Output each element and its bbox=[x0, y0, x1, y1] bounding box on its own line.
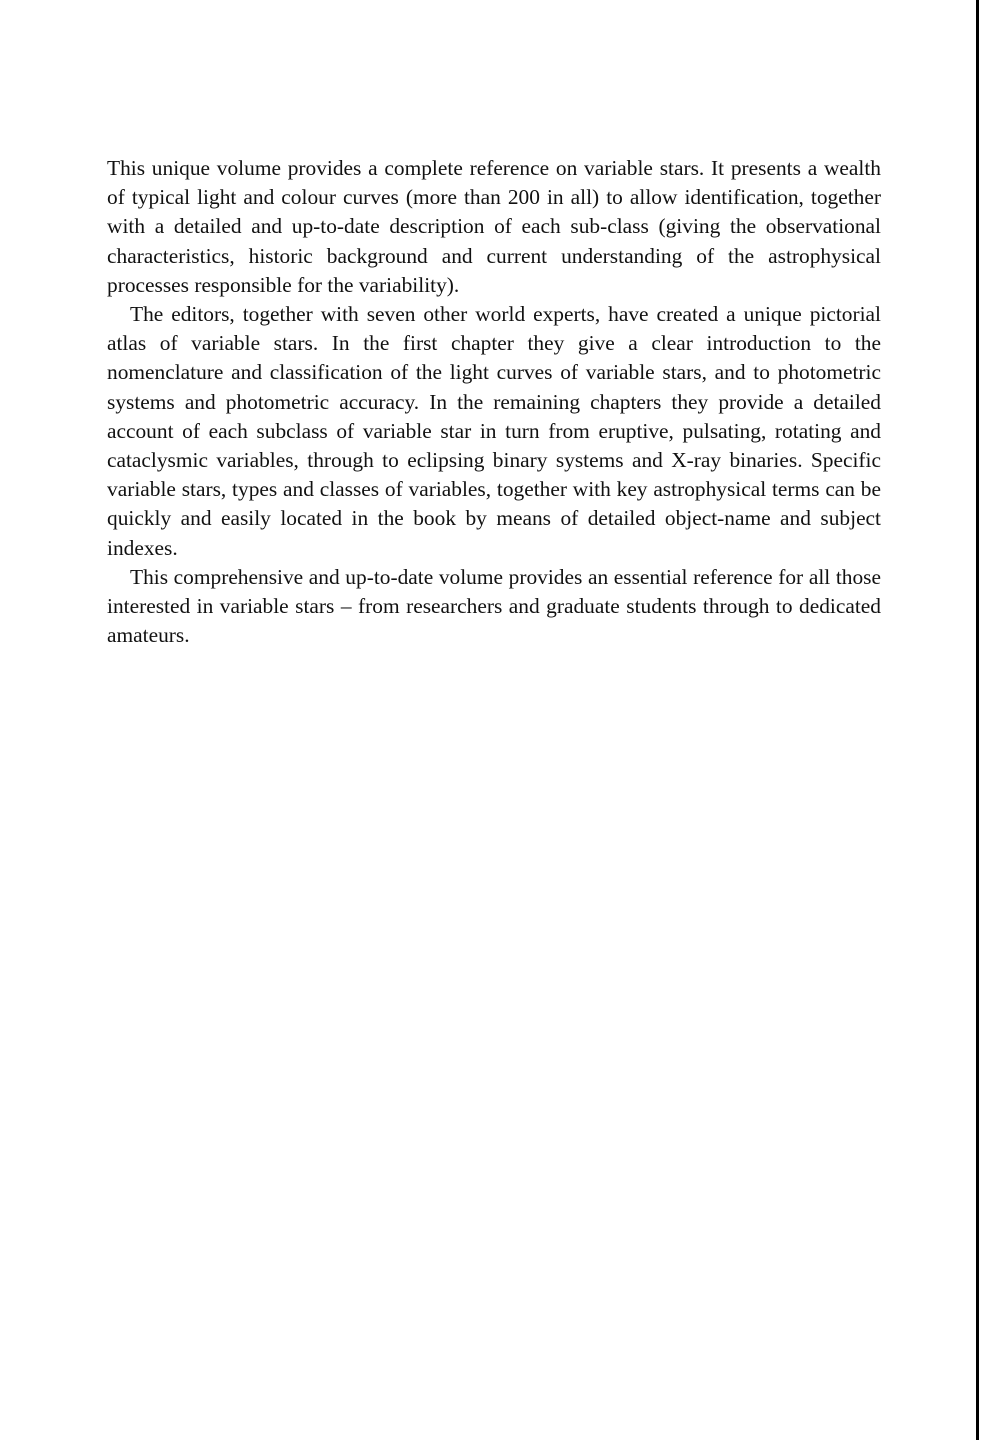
body-text bbox=[107, 154, 881, 650]
paragraph-audience: This comprehensive and up-to-date volume provides an essential reference for all those interested in variable stars – from researchers and graduate students through to dedicated amateurs. bbox=[107, 564, 881, 648]
page-edge-line bbox=[976, 0, 979, 1440]
paragraph-intro: This unique volume provides a complete reference on variable stars. It presents a wealth of typical light and colour curves (more than 200 in all) to allow identification, together with a detailed and up-to-date description of each sub-class (giving the observational characteristics, historic background and current understanding of the astrophysical processes responsible for the variability). bbox=[107, 156, 881, 297]
paragraph-editors: The editors, together with seven other world experts, have created a unique pictorial atlas of variable stars. In the first chapter they give a clear introduction to the nomenclature and classification of the light curves of variable stars, and to photometric systems and photometric accuracy. In the remaining chapters they provide a detailed account of each subclass of variable star in turn from eruptive, pulsating, rotating and cataclysmic variables, through to eclipsing binary systems and X-ray binaries. Specific variable stars, types and classes of variables, together with key astrophysical terms can be quickly and easily located in the book by means of detailed object-name and subject indexes. bbox=[107, 302, 881, 560]
